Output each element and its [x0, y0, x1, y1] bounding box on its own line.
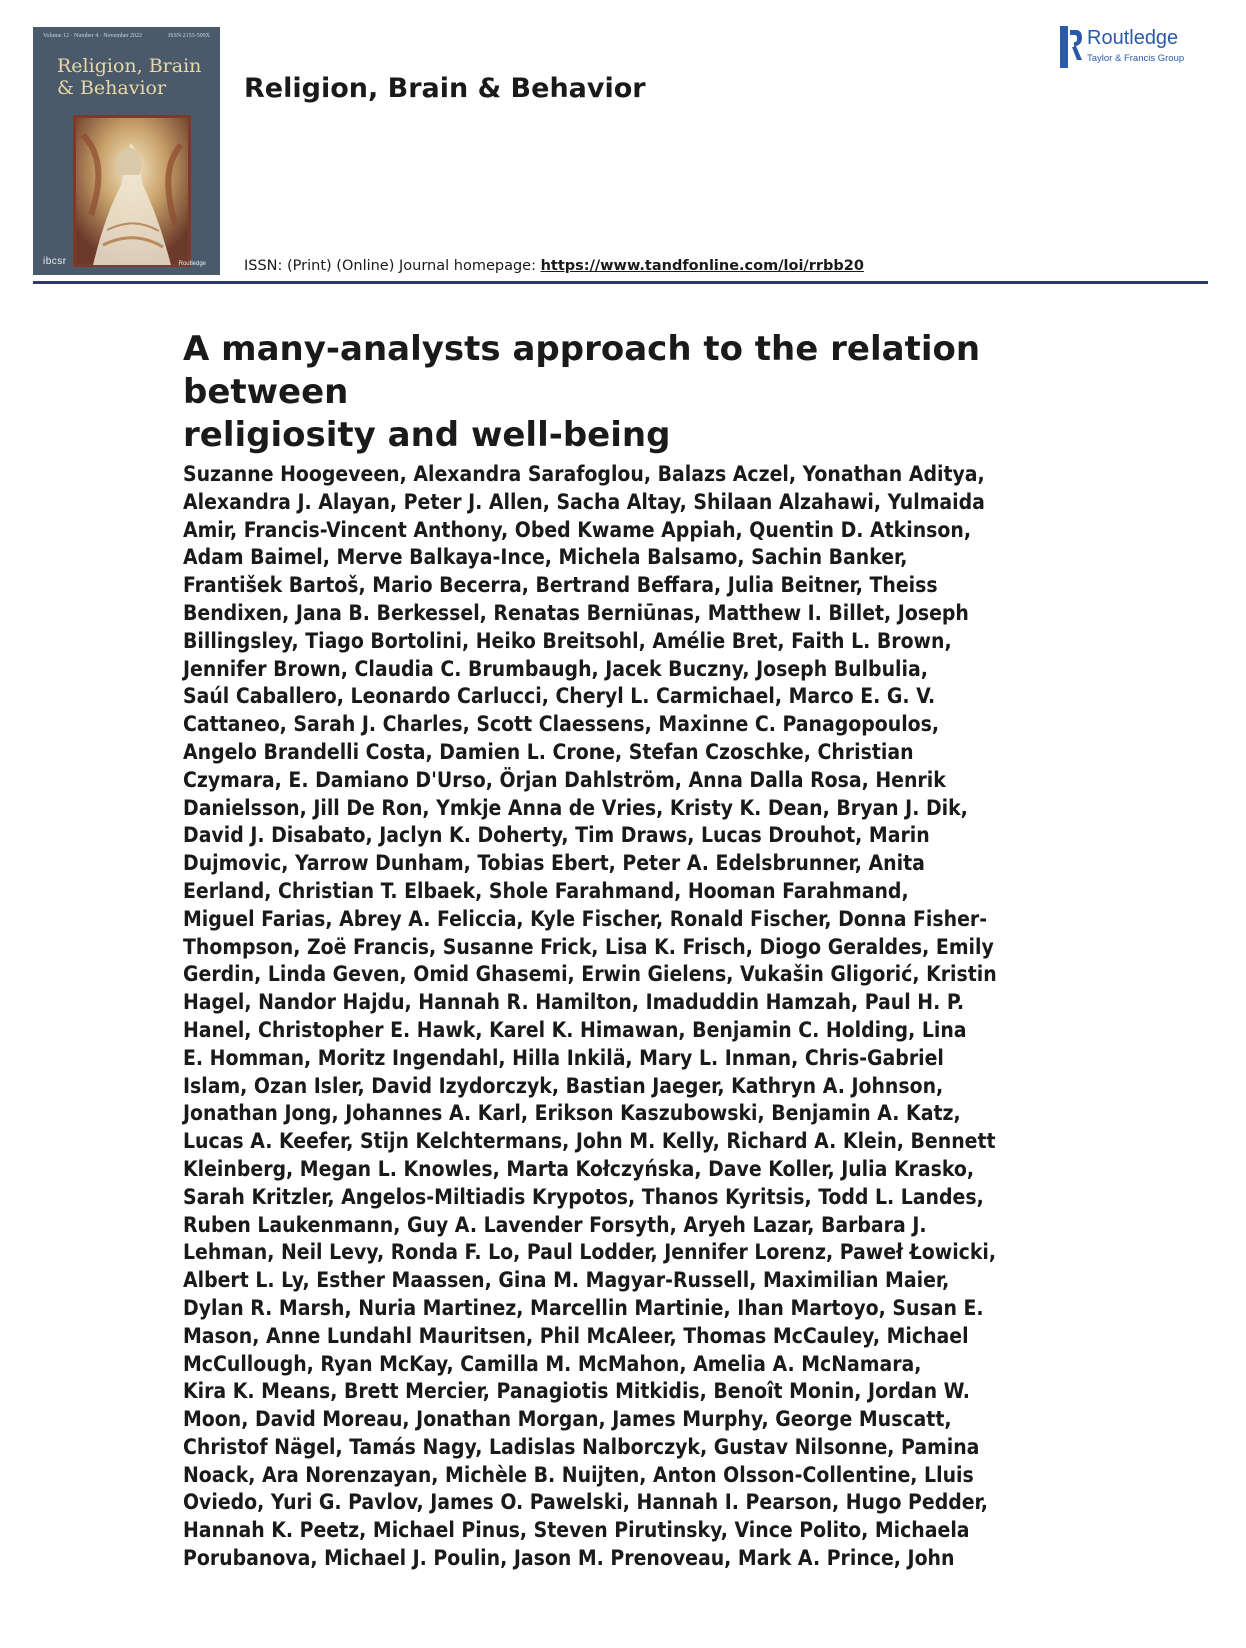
- author-line: Hannah K. Peetz, Michael Pinus, Steven Pirutinsky, Vince Polito, Michaela: [183, 1518, 970, 1543]
- journal-homepage-link[interactable]: https://www.tandfonline.com/loi/rrbb20: [540, 258, 864, 274]
- article-title: [183, 328, 1083, 457]
- journal-cover: [33, 27, 220, 275]
- author-line: Suzanne Hoogeveen, Alexandra Sarafoglou, Balazs Aczel, Yonathan Aditya,: [183, 462, 985, 486]
- author-line: Bendixen, Jana B. Berkessel, Renatas Berniūnas, Matthew I. Billet, Joseph: [183, 600, 969, 625]
- author-line: Islam, Ozan Isler, David Izydorczyk, Bastian Jaeger, Kathryn A. Johnson,: [183, 1073, 944, 1098]
- author-line: Dylan R. Marsh, Nuria Martinez, Marcellin Martinie, Ihan Martoyo, Susan E.: [183, 1295, 984, 1320]
- article-title-line: A many-analysts approach to the relation between: [183, 329, 981, 412]
- cover-title-line: & Behavior: [57, 77, 167, 99]
- author-line: Gerdin, Linda Geven, Omid Ghasemi, Erwin Gielens, Vukašin Gligorić, Kristin: [183, 962, 997, 987]
- author-line: Alexandra J. Alayan, Peter J. Allen, Sacha Altay, Shilaan Alzahawi, Yulmaida: [183, 489, 985, 514]
- author-line: Cattaneo, Sarah J. Charles, Scott Claessens, Maxinne C. Panagopoulos,: [183, 712, 940, 737]
- logo-name: Routledge: [1087, 27, 1179, 49]
- article-title-line: religiosity and well-being: [183, 415, 671, 455]
- author-line: Oviedo, Yuri G. Pavlov, James O. Pawelski, Hannah I. Pearson, Hugo Pedder,: [183, 1490, 988, 1515]
- author-line: Billingsley, Tiago Bortolini, Heiko Breitsohl, Amélie Bret, Faith L. Brown,: [183, 628, 952, 653]
- author-line: Christof Nägel, Tamás Nagy, Ladislas Nalborczyk, Gustav Nilsonne, Pamina: [183, 1434, 980, 1459]
- cover-issn: ISSN 2153-599X: [168, 33, 210, 39]
- cover-publisher: Routledge: [178, 261, 206, 267]
- cover-title: [57, 55, 207, 99]
- header-divider: [33, 281, 1208, 284]
- author-line: Adam Baimel, Merve Balkaya-Ince, Michela Balsamo, Sachin Banker,: [183, 545, 908, 570]
- author-line: Kleinberg, Megan L. Knowles, Marta Kołczyńska, Dave Koller, Julia Krasko,: [183, 1156, 975, 1181]
- cover-title-line: Religion, Brain: [57, 55, 202, 77]
- author-line: Amir, Francis-Vincent Anthony, Obed Kwame Appiah, Quentin D. Atkinson,: [183, 517, 972, 542]
- author-line: Porubanova, Michael J. Poulin, Jason M. Prenoveau, Mark A. Prince, John: [183, 1546, 955, 1571]
- cover-volume: Volume 12 · Number 4 · November 2022: [43, 33, 143, 39]
- author-line: E. Homman, Moritz Ingendahl, Hilla Inkilä, Mary L. Inman, Chris-Gabriel: [183, 1045, 944, 1070]
- author-line: Kira K. Means, Brett Mercier, Panagiotis Mitkidis, Benoît Monin, Jordan W.: [183, 1379, 970, 1404]
- author-line: McCullough, Ryan McKay, Camilla M. McMahon, Amelia A. McNamara,: [183, 1351, 922, 1376]
- author-line: Miguel Farias, Abrey A. Feliccia, Kyle Fischer, Ronald Fischer, Donna Fisher-: [183, 906, 988, 931]
- author-line: Dujmovic, Yarrow Dunham, Tobias Ebert, Peter A. Edelsbrunner, Anita: [183, 851, 925, 876]
- author-line: Lehman, Neil Levy, Ronda F. Lo, Paul Lodder, Jennifer Lorenz, Paweł Łowicki,: [183, 1240, 997, 1265]
- journal-title: Religion, Brain & Behavior: [244, 73, 646, 104]
- author-line: Noack, Ara Norenzayan, Michèle B. Nuijten, Anton Olsson-Collentine, Lluis: [183, 1462, 974, 1487]
- author-line: František Bartoš, Mario Becerra, Bertrand Beffara, Julia Beitner, Theiss: [183, 573, 938, 598]
- author-line: Eerland, Christian T. Elbaek, Shole Farahmand, Hooman Farahmand,: [183, 878, 909, 903]
- author-line: Albert L. Ly, Esther Maassen, Gina M. Magyar-Russell, Maximilian Maier,: [183, 1268, 950, 1293]
- issn-line: [244, 258, 864, 274]
- author-line: Czymara, E. Damiano D'Urso, Örjan Dahlström, Anna Dalla Rosa, Henrik: [183, 767, 946, 792]
- author-line: Lucas A. Keefer, Stijn Kelchtermans, John M. Kelly, Richard A. Klein, Bennett: [183, 1129, 996, 1154]
- author-line: Saúl Caballero, Leonardo Carlucci, Cheryl L. Carmichael, Marco E. G. V.: [183, 684, 936, 709]
- author-line: Moon, David Moreau, Jonathan Morgan, James Murphy, George Muscatt,: [183, 1407, 952, 1432]
- author-line: Sarah Kritzler, Angelos-Miltiadis Krypotos, Thanos Kyritsis, Todd L. Landes,: [183, 1184, 984, 1209]
- author-line: Danielsson, Jill De Ron, Ymkje Anna de Vries, Kristy K. Dean, Bryan J. Dik,: [183, 795, 968, 820]
- author-line: Mason, Anne Lundahl Mauritsen, Phil McAleer, Thomas McCauley, Michael: [183, 1323, 969, 1348]
- author-line: Thompson, Zoë Francis, Susanne Frick, Lisa K. Frisch, Diogo Geraldes, Emily: [183, 934, 994, 959]
- issn-text: ISSN: (Print) (Online) Journal homepage:: [244, 258, 541, 274]
- cover-artwork-image: [73, 115, 191, 267]
- author-line: Jennifer Brown, Claudia C. Brumbaugh, Jacek Buczny, Joseph Bulbulia,: [183, 656, 928, 681]
- routledge-r-icon: [1060, 26, 1082, 68]
- routledge-logo[interactable]: [1060, 26, 1210, 70]
- author-line: Angelo Brandelli Costa, Damien L. Crone, Stefan Czoschke, Christian: [183, 739, 914, 764]
- author-list: [183, 461, 1083, 1573]
- author-line: David J. Disabato, Jaclyn K. Doherty, Tim Draws, Lucas Drouhot, Marin: [183, 823, 930, 848]
- author-line: Ruben Laukenmann, Guy A. Lavender Forsyth, Aryeh Lazar, Barbara J.: [183, 1212, 927, 1237]
- author-line: Hanel, Christopher E. Hawk, Karel K. Himawan, Benjamin C. Holding, Lina: [183, 1017, 967, 1042]
- cover-society-logo: ibcsr: [43, 256, 67, 267]
- logo-subtitle: Taylor & Francis Group: [1087, 53, 1185, 64]
- author-line: Jonathan Jong, Johannes A. Karl, Erikson Kaszubowski, Benjamin A. Katz,: [183, 1101, 961, 1126]
- author-line: Hagel, Nandor Hajdu, Hannah R. Hamilton, Imaduddin Hamzah, Paul H. P.: [183, 990, 965, 1015]
